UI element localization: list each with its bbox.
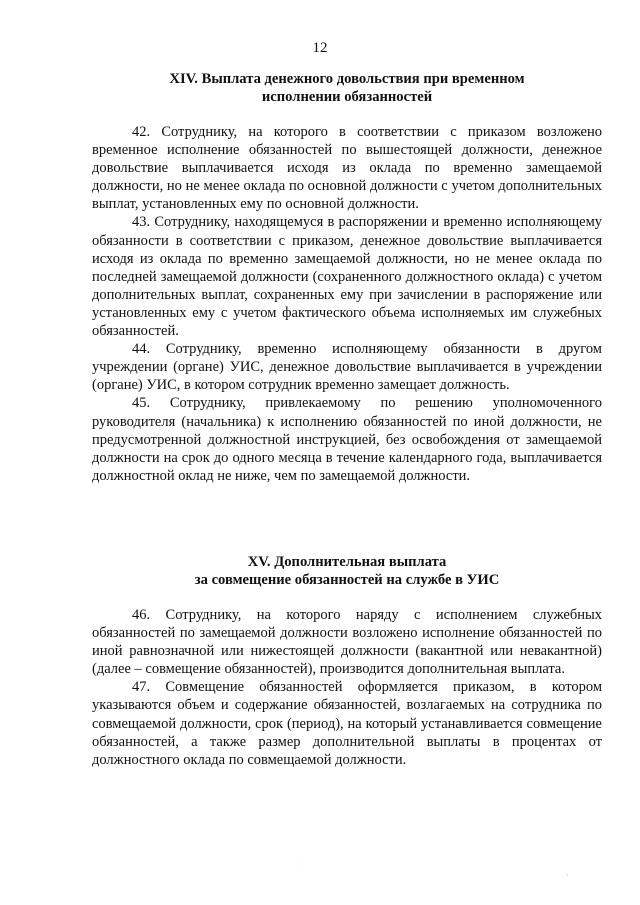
- section-15-heading: [92, 554, 602, 589]
- section-14-title-line1: XIV. Выплата денежного довольствия при временном: [169, 71, 525, 87]
- paragraph-42: 42. Сотруднику, на которого в соответствии с приказом возложено временное исполнение обязанностей по вышестоящей должности, денежное довольствие выплачивается исходя из оклада по временно замещаемой должности, но не менее оклада по основной должности с учетом дополнительных выплат, установленных ему по основной должности.: [92, 124, 602, 213]
- section-15-title-line2: за совмещение обязанностей на службе в УИС: [194, 571, 500, 588]
- paragraph-43: 43. Сотруднику, находящемуся в распоряжении и временно исполняющему обязанности в соответствии с приказом, денежное довольствие выплачивается исходя из оклада по временно замещаемой должности, но не менее оклада по последней замещаемой должности (сохраненного должностного оклада) с учетом дополнительных выплат, сохраненных ему при зачислении в распоряжение или установленных ему с учетом фактического объема исполняемых им служебных обязанностей.: [92, 214, 602, 340]
- section-14-body: [92, 123, 602, 485]
- page-number: 12: [312, 40, 328, 56]
- scan-speck: ·: [566, 870, 569, 880]
- paragraph-45: 45. Сотруднику, привлекаемому по решению уполномоченного руководителя (начальника) к исполнению обязанностей по иной должности, не предусмотренной должностной инструкцией, без освобождения от замещаемой должности на срок до одного месяца в течение календарного года, выплачивается должностной оклад не ниже, чем по замещаемой должности.: [92, 395, 602, 484]
- paragraph-46: 46. Сотруднику, на которого наряду с исполнением служебных обязанностей по замещаемой должности возложено исполнение обязанностей по иной равнозначной или нижестоящей должности (вакантной или невакантной) (далее – совмещение обязанностей), производится дополнительная выплата.: [92, 607, 602, 678]
- section-15-title-line1: XV. Дополнительная выплата: [247, 554, 447, 570]
- scan-speck: ˙: [300, 862, 303, 872]
- section-14-title-line2: исполнении обязанностей: [261, 88, 433, 105]
- section-15-body: [92, 606, 602, 769]
- paragraph-44: 44. Сотруднику, временно исполняющему обязанности в другом учреждении (органе) УИС, денежное довольствие выплачивается в учреждении (органе) УИС, в котором сотрудник временно замещает должность.: [92, 341, 602, 394]
- paragraph-47: 47. Совмещение обязанностей оформляется приказом, в котором указываются объем и содержание обязанностей, возлагаемых на сотрудника по совмещаемой должности, срок (период), на который устанавливается совмещение обязанностей, а также размер дополнительной выплаты в процентах от должностного оклада по совмещаемой должности.: [92, 679, 602, 768]
- section-14-heading: [92, 71, 602, 106]
